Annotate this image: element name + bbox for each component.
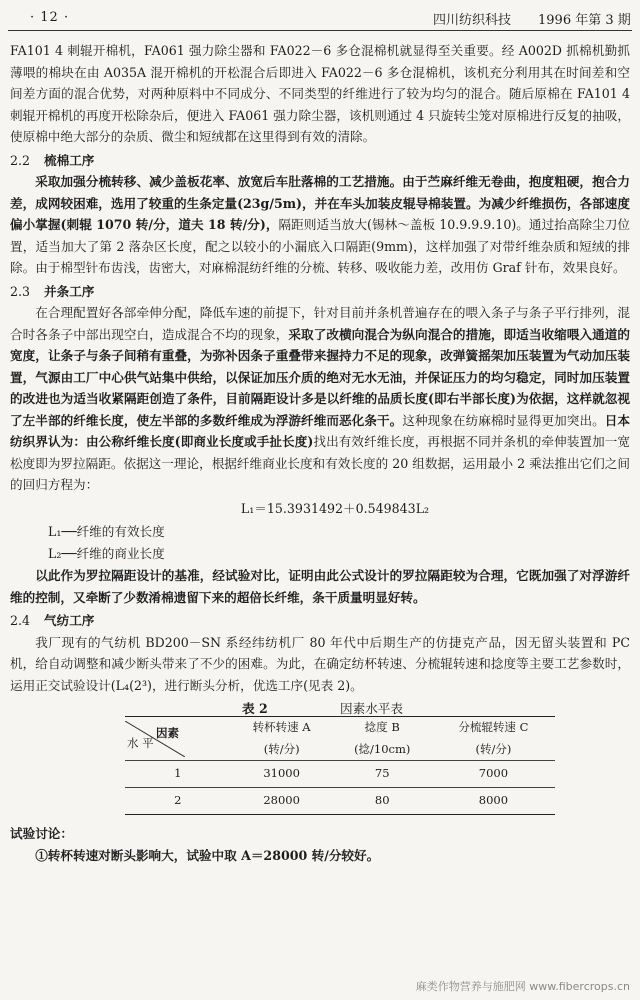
definition-l1: L₁──纤维的有效长度 [48, 524, 165, 539]
section-title: 气纺工序 [44, 613, 95, 628]
table-corner-cell [125, 717, 231, 761]
section-2-3-paragraph-2: 以此作为罗拉隔距设计的基准，经试验对比，证明由此公式设计的罗拉隔距较为合理，它既加强了对浮游纤维的控制，又牵断了少数淆棉遗留下来的超倍长纤维，条干质量明显好转。 [10, 568, 630, 605]
drawing-text-e: 找出有效纤维长度，再根据不同并条机的牵伸装置加一宽松度即为罗拉隔距。依据这一理论，根据纤维商业长度和有效长度的 20 组数据，运用最小 2 乘法推出它们之间的回归方程为： [10, 434, 630, 492]
page-header [8, 4, 632, 31]
table-2-title [10, 698, 630, 716]
value-cell: 7000 [432, 761, 555, 788]
value-cell: 28000 [231, 788, 333, 815]
column-header-c [432, 717, 555, 761]
journal-issue: 1996 年第 3 期 [538, 13, 631, 28]
drawing-text-b: 采取了改横向混合为纵向混合的措施，即适当收缩喂入通道的宽度，让条子与条子间稍有重叠，为弥补因条子重叠带来握持力不足的现象，改弹簧摇架加压装置为气动加压装置，气源由工厂中心供气站集中供给，以保证加压介质的绝对无水无油，并保证压力的均匀稳定，同时加压装置的改进也为适当收紧隔距创造了条件，目前隔距设计多是以纤维的品质长度(即右半部长度)为依据，这样就忽视了左半部的纤维长度，使左半部的多数纤维成为浮游纤维而恶化条干。 [10, 326, 631, 428]
drawing-text-d: 日本纺织界认为：由公称纤维长度(即商业长度或手扯长度) [10, 412, 631, 449]
column-header-a [231, 717, 333, 761]
section-2-4-heading [10, 610, 630, 632]
intro-paragraph: FA101 4 刺辊开棉机，FA061 强力除尘器和 FA022－6 多仓混棉机就显得至关重要。经 A002D 抓棉机勤抓薄喂的棉块在由 A035A 混开棉机的开松混合后即进入 FA022－6 多仓混棉机，该机充分利用其在时间差和空间差方面的混合优势，对两种原料中不同成分、不同类型的纤维进行了较为均匀的混合。随后原棉在 FA101 4 刺辊开棉机的再度开松除杂后，便进入 FA061 强力除尘器，该机则通过 4 只旋转尘笼对原棉进行反复的抽吸，使原棉中绝大部分的杂质、微尘和短绒都在这里得到有效的清除。 [10, 43, 630, 144]
value-cell: 75 [333, 761, 432, 788]
section-title: 梳棉工序 [44, 152, 95, 168]
value-cell: 31000 [231, 761, 333, 788]
drawing-text-c: 这种现象在纺麻棉时显得更加突出。 [402, 412, 605, 428]
carding-normal-text: 隔距则适当放大(锡林～盖板 10.9.9.9.10)。通过抬高除尘刀位置，适当加大了第 2 落杂区长度，配之以较小的小漏底入口隔距(9mm)，这样加强了对带纤维杂质和短绒的排除。由于棉型针布齿浅，齿密大，对麻棉混纺纤维的分梳、转移、吸收能力差，改用仿 Graf 针布，效果良好。 [10, 217, 630, 275]
section-title: 并条工序 [44, 283, 95, 299]
column-name: 捻度 B [364, 720, 400, 734]
column-unit: (转/分) [475, 741, 512, 756]
discussion-item-1: ①转杯转速对断头影响大，试验中取 A＝28000 转/分较好。 [35, 847, 380, 863]
value-cell: 80 [333, 788, 432, 815]
regression-formula: L₁＝15.3931492＋0.549843L₂ [240, 500, 430, 516]
journal-name: 四川纺织科技 [433, 13, 512, 28]
column-unit: (捻/10cm) [354, 741, 411, 756]
section-2-4-paragraph: 我厂现有的气纺机 BD200－SN 系经纬纺机厂 80 年代中后期生产的仿捷克产品，因无留头装置和 PC 机，给自动调整和减少断头带来了不少的困难。为此，在确定纺杯转速、分梳辊转速和捻度等主要工艺参数时，运用正交试验设计(L₄(2³)，进行断头分析，优选工序(见表 2)。 [10, 634, 630, 693]
table-row [125, 788, 555, 815]
site-watermark: 麻类作物营养与施肥网 www.fibercrops.cn [415, 980, 630, 993]
section-2-3-heading [10, 281, 630, 303]
corner-level-label: 水 平 [127, 736, 154, 750]
formula-definitions [10, 521, 630, 565]
section-2-2-heading [10, 150, 630, 172]
page-number: · 12 · [30, 10, 70, 25]
corner-factor-label: 因素 [156, 725, 179, 740]
section-2-2-paragraph [10, 171, 630, 279]
discussion-heading: 试验讨论： [10, 826, 73, 841]
carding-bold-text: 采取加强分梳转移、减少盖板花率、放宽后车肚落棉的工艺措施。由于苎麻纤维无卷曲，抱度粗硬，抱合力差，成网较困难，选用了较重的生条定量(23g/5m)，并在车头加装皮辊导棉装置。为减少纤维损伤，各部速度偏小掌握(刺辊 1070 转/分，道夫 18 转/分)， [10, 174, 630, 232]
value-cell: 8000 [432, 788, 555, 815]
table-name: 因素水平表 [340, 701, 403, 716]
column-name: 转杯转速 A [252, 720, 311, 734]
definition-l2: L₂──纤维的商业长度 [48, 546, 165, 561]
section-number: 2.2 [10, 152, 31, 168]
table-header-row [125, 717, 555, 761]
section-number: 2.3 [10, 283, 31, 299]
section-number: 2.4 [10, 613, 31, 628]
level-cell: 2 [125, 788, 231, 815]
level-cell: 1 [125, 761, 231, 788]
section-2-3-paragraph-1 [10, 302, 630, 496]
article-body [10, 40, 630, 866]
column-unit: (转/分) [263, 741, 300, 756]
factor-level-table [125, 716, 555, 815]
table-row [125, 761, 555, 788]
table-caption: 表 2 [242, 701, 268, 716]
column-name: 分梳辊转速 C [458, 720, 529, 734]
diagonal-header [125, 721, 185, 757]
drawing-text-a: 在合理配置好各部牵伸分配，降低车速的前提下，针对目前并条机普遍存在的喂入条子与条子平行排列，混合时各条子中部出现空白，造成混合不均的现象， [10, 305, 630, 342]
column-header-b [333, 717, 432, 761]
